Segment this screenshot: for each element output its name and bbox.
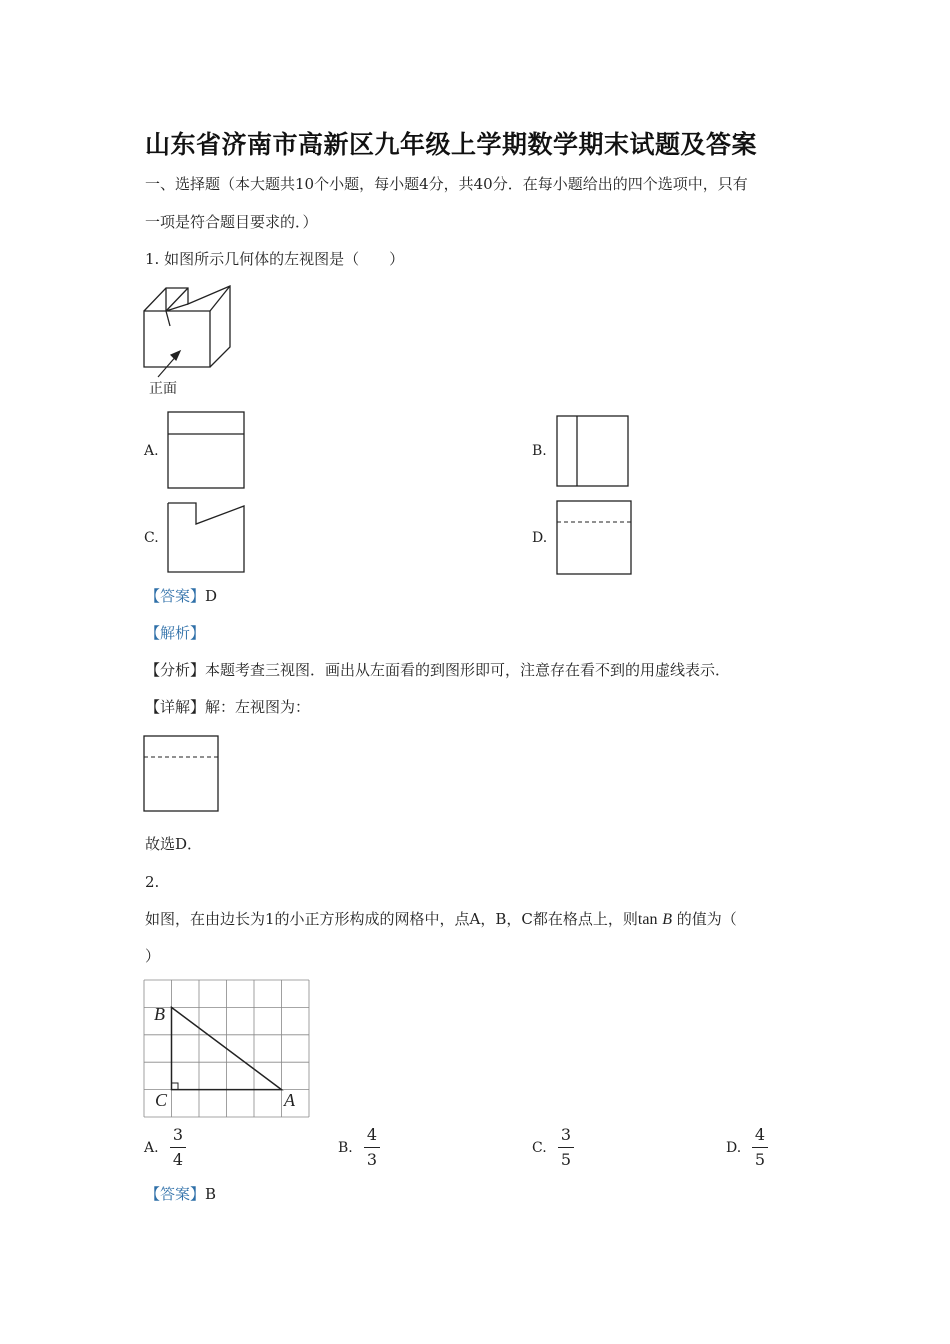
denominator: 4 <box>172 1150 184 1169</box>
q1-option-b-label: B. <box>532 443 547 459</box>
q2-option-d-fraction <box>752 1126 768 1169</box>
q2-option-d-label: D. <box>726 1140 742 1156</box>
q2-var-b: B <box>662 911 672 928</box>
q2-point-c-label: C <box>155 1090 168 1110</box>
q1-option-d-label: D. <box>532 530 548 546</box>
q1-answer-row <box>145 586 217 606</box>
q2-number: 2. <box>145 873 160 891</box>
q1-option-a-figure <box>167 411 247 491</box>
q1-fenxi-text: 本题考查三视图．画出从左面看的到图形即可，注意存在看不到的用虚线表示． <box>205 661 731 679</box>
q2-stem-line2: ） <box>145 947 161 965</box>
answer-tag: 【答案】 <box>145 587 206 605</box>
q1-answer: D <box>205 587 218 605</box>
q1-analysis-tag: 【解析】 <box>145 624 206 642</box>
q1-conclusion: 故选D． <box>145 835 203 853</box>
q1-option-b-figure <box>556 415 631 488</box>
q1-xiangjie-row <box>145 697 310 717</box>
q2-option-a-label: A. <box>144 1140 159 1156</box>
q2-point-a-label: A <box>284 1090 295 1110</box>
q1-fenxi-row <box>145 660 730 680</box>
q2-option-b-fraction <box>364 1126 380 1169</box>
q2-point-b-label: B <box>154 1004 165 1024</box>
fenxi-tag: 【分析】 <box>145 661 206 679</box>
xiangjie-tag: 【详解】 <box>145 698 206 716</box>
q1-solid-figure <box>140 282 240 372</box>
q2-answer-row <box>145 1184 216 1204</box>
fraction-bar <box>170 1147 186 1148</box>
denominator: 5 <box>560 1150 572 1169</box>
q1-xiangjie-text: 解：左视图为： <box>205 698 311 716</box>
q2-option-c-label: C. <box>532 1140 547 1156</box>
q1-option-c-figure <box>167 502 247 574</box>
q2-stem-end: 的值为（ <box>672 910 737 928</box>
q1-option-d-figure <box>556 500 634 576</box>
q1-stem: 1. 如图所示几何体的左视图是（ ） <box>145 250 405 268</box>
q2-stem-text: 如图，在由边长为1的小正方形构成的网格中，点A，B，C都在格点上，则 <box>145 910 638 928</box>
q1-solution-figure <box>143 735 221 813</box>
q2-answer: B <box>205 1185 217 1203</box>
numerator: 3 <box>172 1125 184 1144</box>
q2-option-c-fraction <box>558 1126 574 1169</box>
q2-option-a-fraction <box>170 1126 186 1169</box>
denominator: 3 <box>366 1150 378 1169</box>
document-title: 山东省济南市高新区九年级上学期数学期末试题及答案 <box>145 130 758 159</box>
numerator: 3 <box>560 1125 572 1144</box>
fraction-bar <box>364 1147 380 1148</box>
numerator: 4 <box>754 1125 766 1144</box>
fraction-bar <box>558 1147 574 1148</box>
section-instructions-line2: 一项是符合题目要求的．） <box>145 213 318 231</box>
fraction-bar <box>752 1147 768 1148</box>
q2-tan: tan <box>637 911 658 928</box>
q1-front-label: 正面 <box>149 381 177 397</box>
q1-option-c-label: C. <box>144 530 159 546</box>
q2-stem-line1 <box>145 909 737 930</box>
section-instructions-line1: 一、选择题（本大题共10个小题，每小题4分，共40分．在每小题给出的四个选项中，只有 <box>145 175 748 193</box>
denominator: 5 <box>754 1150 766 1169</box>
numerator: 4 <box>366 1125 378 1144</box>
q1-option-a-label: A. <box>144 443 159 459</box>
q2-option-b-label: B. <box>338 1140 353 1156</box>
answer-tag: 【答案】 <box>145 1185 206 1203</box>
